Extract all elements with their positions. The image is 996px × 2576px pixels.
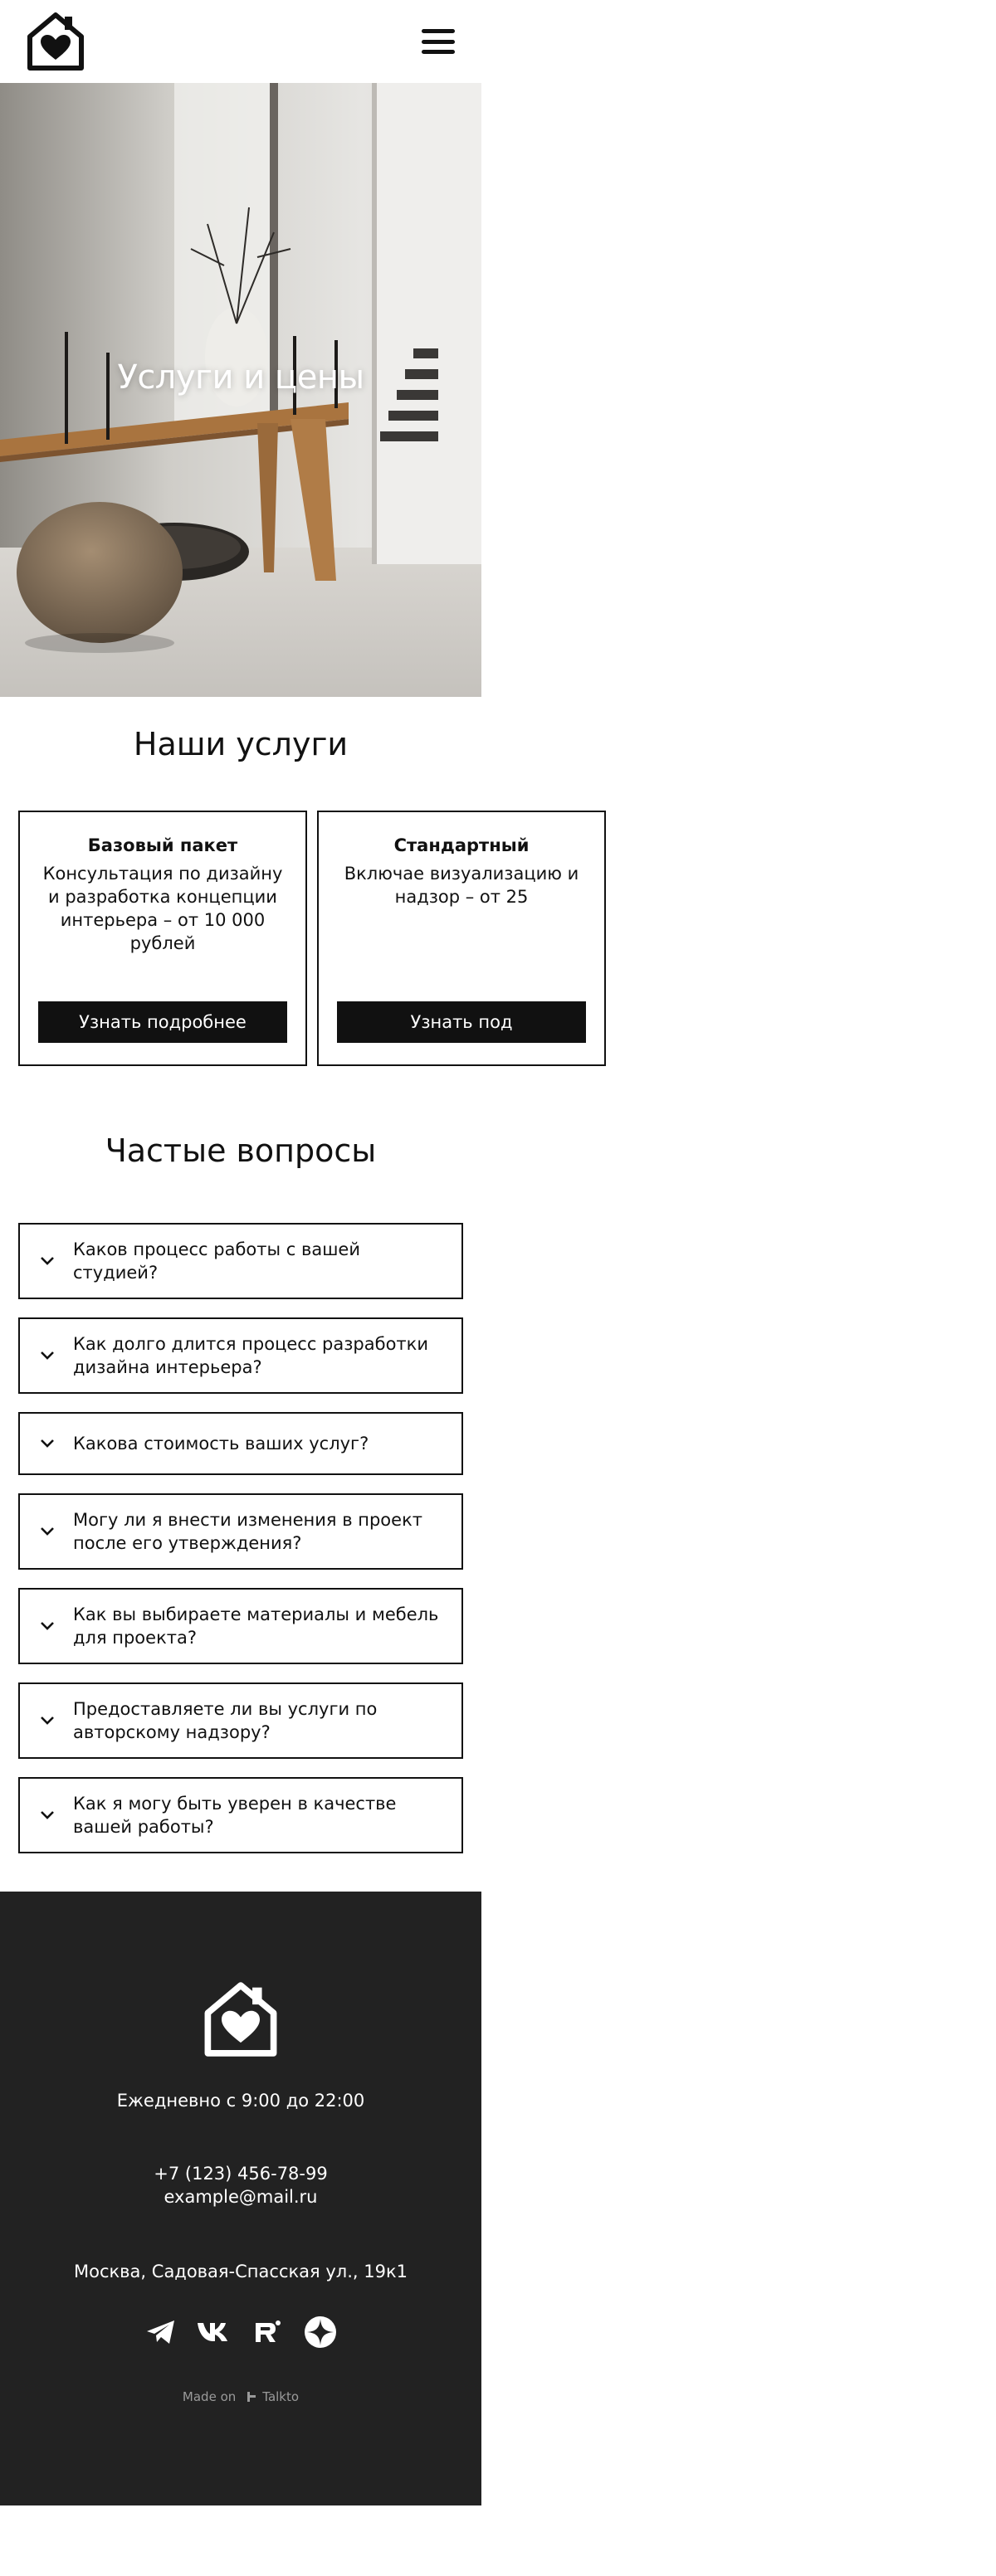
learn-more-button[interactable]: Узнать под — [337, 1001, 586, 1043]
faq-question: Как я могу быть уверен в качестве вашей работы? — [73, 1794, 397, 1837]
service-card-text: Консультация по дизайну и разработка концепции интерьера – от 10 000 рублей — [42, 864, 283, 953]
working-hours: Ежедневно с 9:00 до 22:00 — [116, 2091, 365, 2111]
talkto-logo-icon — [246, 2391, 257, 2403]
faq-item[interactable] — [18, 1493, 463, 1570]
rutube-icon[interactable] — [250, 2315, 285, 2350]
chevron-down-icon — [35, 1256, 60, 1266]
faq-item[interactable] — [18, 1682, 463, 1759]
service-card-text: Включае визуализацию и надзор – от 25 — [344, 864, 579, 907]
learn-more-button[interactable]: Узнать подробнее — [38, 1001, 287, 1043]
faq-question: Каков процесс работы с вашей студией? — [73, 1239, 360, 1283]
made-on-badge[interactable] — [0, 2389, 481, 2404]
service-card — [317, 811, 606, 1066]
house-heart-icon[interactable] — [0, 1981, 481, 2057]
faq-list — [0, 1223, 481, 1853]
chevron-down-icon — [35, 1621, 60, 1631]
faq-item[interactable] — [18, 1223, 463, 1299]
vk-icon[interactable] — [197, 2315, 232, 2350]
site-header — [0, 0, 481, 83]
faq-question: Предоставляете ли вы услуги по авторскому надзору? — [73, 1699, 378, 1742]
services-title: Наши услуги — [133, 726, 349, 762]
chevron-down-icon — [35, 1527, 60, 1536]
chevron-down-icon — [35, 1439, 60, 1449]
faq-item[interactable] — [18, 1777, 463, 1853]
faq-item[interactable] — [18, 1317, 463, 1394]
made-on-label: Made on — [182, 2389, 237, 2404]
service-card-title: Базовый пакет — [87, 835, 238, 855]
services-carousel[interactable] — [0, 811, 579, 1066]
phone-link[interactable]: +7 (123) 456-78-99 — [154, 2164, 328, 2184]
faq-title: Частые вопросы — [105, 1132, 377, 1169]
address: Москва, Садовая-Спасская ул., 19к1 — [73, 2262, 408, 2281]
service-card-title: Стандартный — [393, 835, 530, 855]
faq-item[interactable] — [18, 1412, 463, 1475]
faq-item[interactable] — [18, 1588, 463, 1664]
faq-question: Могу ли я внести изменения в проект после его утверждения? — [73, 1510, 422, 1553]
faq-question: Как долго длится процесс разработки дизайна интерьера? — [73, 1334, 428, 1377]
site-footer — [0, 1892, 481, 2505]
email-link[interactable]: example@mail.ru — [164, 2187, 318, 2207]
chevron-down-icon — [35, 1716, 60, 1726]
social-links — [0, 2315, 481, 2350]
service-card — [18, 811, 307, 1066]
telegram-icon[interactable] — [144, 2315, 178, 2350]
faq-question: Как вы выбираете материалы и мебель для проекта? — [73, 1605, 439, 1648]
dzen-icon[interactable] — [303, 2315, 338, 2350]
chevron-down-icon — [35, 1810, 60, 1820]
platform-name: Talkto — [262, 2389, 300, 2404]
hero-banner — [0, 83, 481, 697]
hamburger-menu-icon[interactable] — [422, 29, 455, 54]
house-heart-icon[interactable] — [27, 12, 85, 71]
chevron-down-icon — [35, 1351, 60, 1361]
faq-question: Какова стоимость ваших услуг? — [73, 1434, 369, 1454]
hero-title: Услуги и цены — [117, 358, 364, 397]
